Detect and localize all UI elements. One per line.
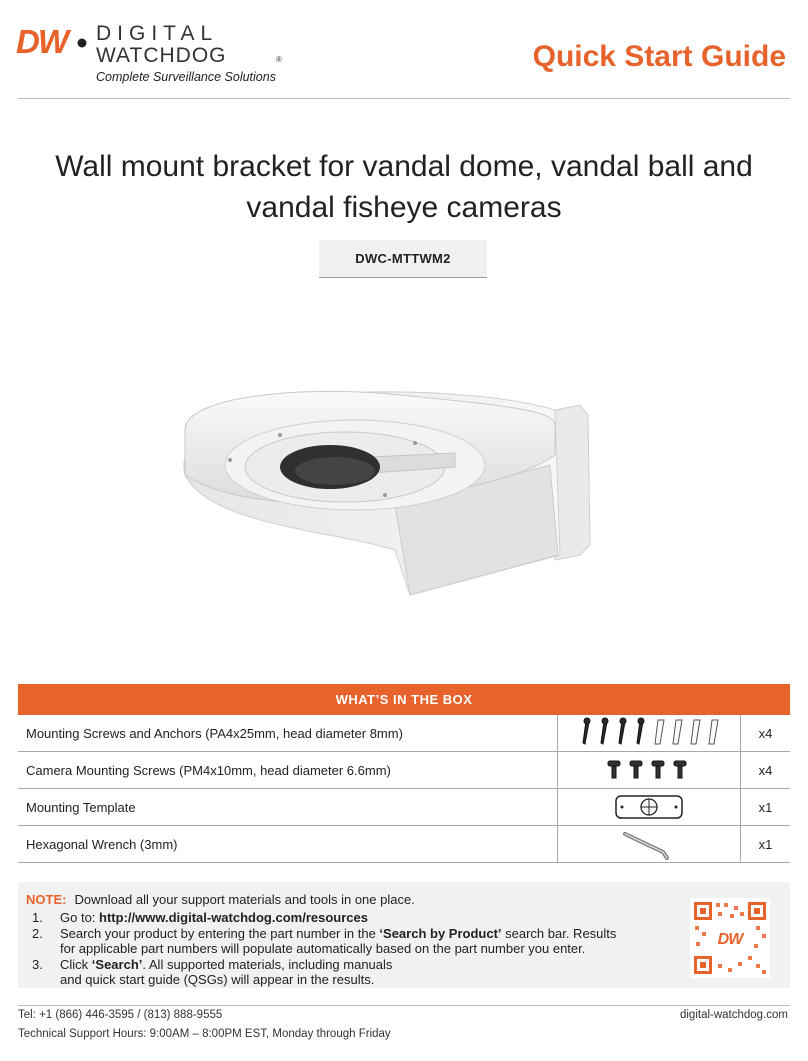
table-row	[18, 715, 790, 752]
page-title	[20, 146, 788, 228]
item-description: Hexagonal Wrench (3mm)	[18, 826, 558, 863]
footer-phone: Tel: +1 (866) 446-3595 / (813) 888-9555	[18, 1009, 223, 1021]
title-line2: vandal fisheye cameras	[246, 191, 562, 224]
note-text: Download all your support materials and tools in one place.	[74, 892, 415, 907]
item-quantity: x4	[741, 715, 790, 752]
step-3: 3. Click ‘Search’. All supported materials, including manuals and quick start guide (QSGs) will appear in the results.	[32, 956, 393, 987]
item-quantity: x1	[741, 826, 790, 863]
qr-logo: DW	[717, 931, 743, 948]
footer-website-link[interactable]: digital-watchdog.com	[679, 1009, 788, 1021]
item-description: Camera Mounting Screws (PM4x10mm, head diameter 6.6mm)	[18, 752, 558, 789]
steps-list	[32, 910, 652, 988]
mounting-template-icon	[614, 793, 684, 821]
wall-mount-bracket-image	[170, 355, 620, 605]
title-line1: Wall mount bracket for vandal dome, vandal ball and	[55, 150, 753, 183]
screws-anchors-icon	[574, 717, 724, 749]
item-quantity: x4	[741, 752, 790, 789]
resources-link[interactable]: http://www.digital-watchdog.com/resources	[99, 910, 368, 925]
item-description: Mounting Template	[18, 789, 558, 826]
table-row	[18, 789, 790, 826]
qr-code-icon[interactable]	[690, 898, 770, 978]
box-contents-table	[18, 715, 790, 863]
model-number-badge: DWC-MTTWM2	[319, 240, 487, 278]
logo-line2: WATCHDOG	[96, 44, 227, 67]
footer-support-hours: Technical Support Hours: 9:00AM – 8:00PM EST, Monday through Friday	[18, 1028, 391, 1040]
table-row	[18, 826, 790, 863]
header-divider	[18, 98, 790, 99]
support-note	[18, 882, 790, 988]
logo-tagline: Complete Surveillance Solutions	[96, 70, 276, 84]
logo-line1: DIGITAL	[96, 22, 219, 45]
footer-divider	[18, 1005, 790, 1006]
box-contents-heading: WHAT’S IN THE BOX	[18, 684, 790, 715]
logo-mark: DW	[16, 23, 67, 60]
step-1: 1. Go to: http://www.digital-watchdog.com/resources	[32, 910, 368, 925]
item-description: Mounting Screws and Anchors (PA4x25mm, head diameter 8mm)	[18, 715, 558, 752]
table-row	[18, 752, 790, 789]
step-2: 2. Search your product by entering the part number in the ‘Search by Product’ search bar. Results for applicable part numbers will populate automatically based on the part number you enter.	[32, 925, 617, 956]
note-label: NOTE:	[26, 892, 67, 907]
item-quantity: x1	[741, 789, 790, 826]
document-type-heading: Quick Start Guide	[532, 40, 786, 73]
hex-wrench-icon	[619, 828, 679, 860]
digital-watchdog-logo	[16, 18, 291, 86]
svg-text:®: ®	[276, 55, 282, 64]
camera-screws-icon	[604, 758, 694, 782]
